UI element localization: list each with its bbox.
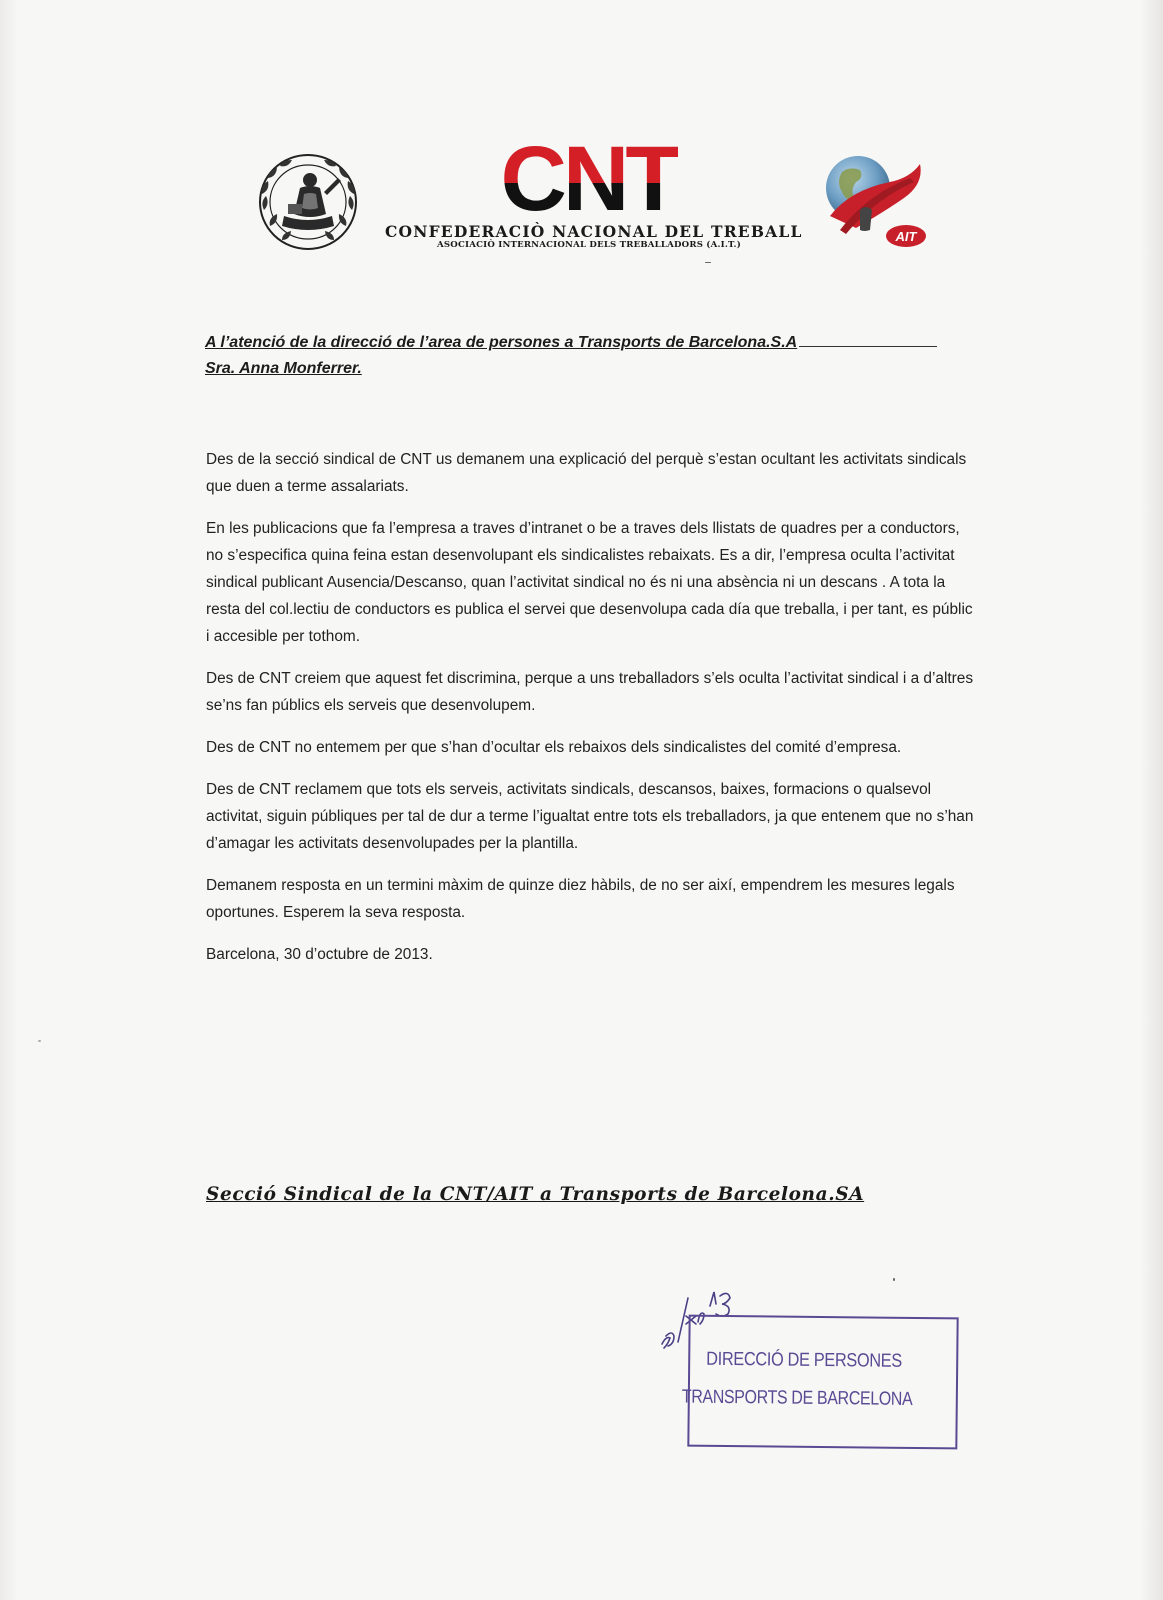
body-paragraph: Des de CNT reclamem que tots els serveis, activitats sindicals, descansos, baixes, formacions o qualsevol activitat, siguin públiques per tal de dur a terme l’igualtat entre tots els treballadors, ja que entenem que no s’han d’amagar les activitats desenvolupades per la plantilla. bbox=[206, 781, 974, 852]
cnt-logo-letters: CNT bbox=[500, 128, 678, 230]
body-paragraph: En les publicacions que fa l’empresa a traves d’intranet o be a traves dels llistats de quadres per a conductors, no s’especifica quina feina estan desenvolupant els sindicalistes rebaixats. Es a dir, l’empresa oculta l’activitat sindical publicant Ausencia/Descanso, quan l’activitat sindical no és ni una absència ni un descans . A tota la resta del col.lectiu de conductors es publica el servei que desenvolupa cada día que treballa, i per tant, es públic i accesible per tothom. bbox=[206, 520, 973, 645]
org-subtitle: ASOCIACIÒ INTERNACIONAL DELS TREBALLADORS (A.I.T.) bbox=[437, 240, 741, 250]
body-paragraph: Des de CNT no entemem per que s’han d’ocultar els rebaixos dels sindicalistes del comité d’empresa. bbox=[206, 739, 902, 756]
body-paragraph: Demanem resposta en un termini màxim de quinze diez hàbils, de no ser així, empendrem les mesures legals oportunes. Esperem la seva resposta. bbox=[206, 877, 955, 921]
letter-body bbox=[206, 446, 976, 983]
body-paragraph: Des de la secció sindical de CNT us demanem una explicació del perquè s’estan ocultant les activitats sindicals que duen a terme assalariats. bbox=[206, 451, 967, 495]
signature-line: Secció Sindical de la CNT/AIT a Transports de Barcelona.SA bbox=[206, 1184, 865, 1205]
cnt-logo bbox=[385, 128, 803, 250]
letter-date: Barcelona, 30 d’octubre de 2013. bbox=[206, 946, 433, 963]
body-paragraph: Des de CNT creiem que aquest fet discrimina, perque a uns treballadors s’els oculta l’activitat sindical i a d’altres se’ns fan públics els serveis que desenvolupem. bbox=[206, 670, 974, 714]
ait-globe-flag-logo bbox=[820, 150, 930, 250]
scan-speck bbox=[38, 1040, 41, 1042]
org-name: CONFEDERACIÒ NACIONAL DEL TREBALL bbox=[385, 222, 803, 241]
underline-rule bbox=[799, 346, 937, 347]
addressee-line-1: A l’atenció de la direcció de l’area de persones a Transports de Barcelona.S.A bbox=[205, 334, 798, 351]
scan-speck bbox=[893, 1278, 895, 1281]
addressee-line-2: Sra. Anna Monferrer. bbox=[205, 360, 362, 377]
scan-speck bbox=[705, 262, 711, 263]
reception-stamp bbox=[681, 1315, 958, 1450]
ait-label: AIT bbox=[895, 229, 917, 244]
wreath-seal-logo bbox=[254, 150, 362, 254]
stamp-line-1: DIRECCIÓ DE PERSONES bbox=[706, 1348, 902, 1372]
addressee-block bbox=[205, 330, 975, 382]
stamp-line-2: TRANSPORTS DE BARCELONA bbox=[681, 1386, 913, 1410]
